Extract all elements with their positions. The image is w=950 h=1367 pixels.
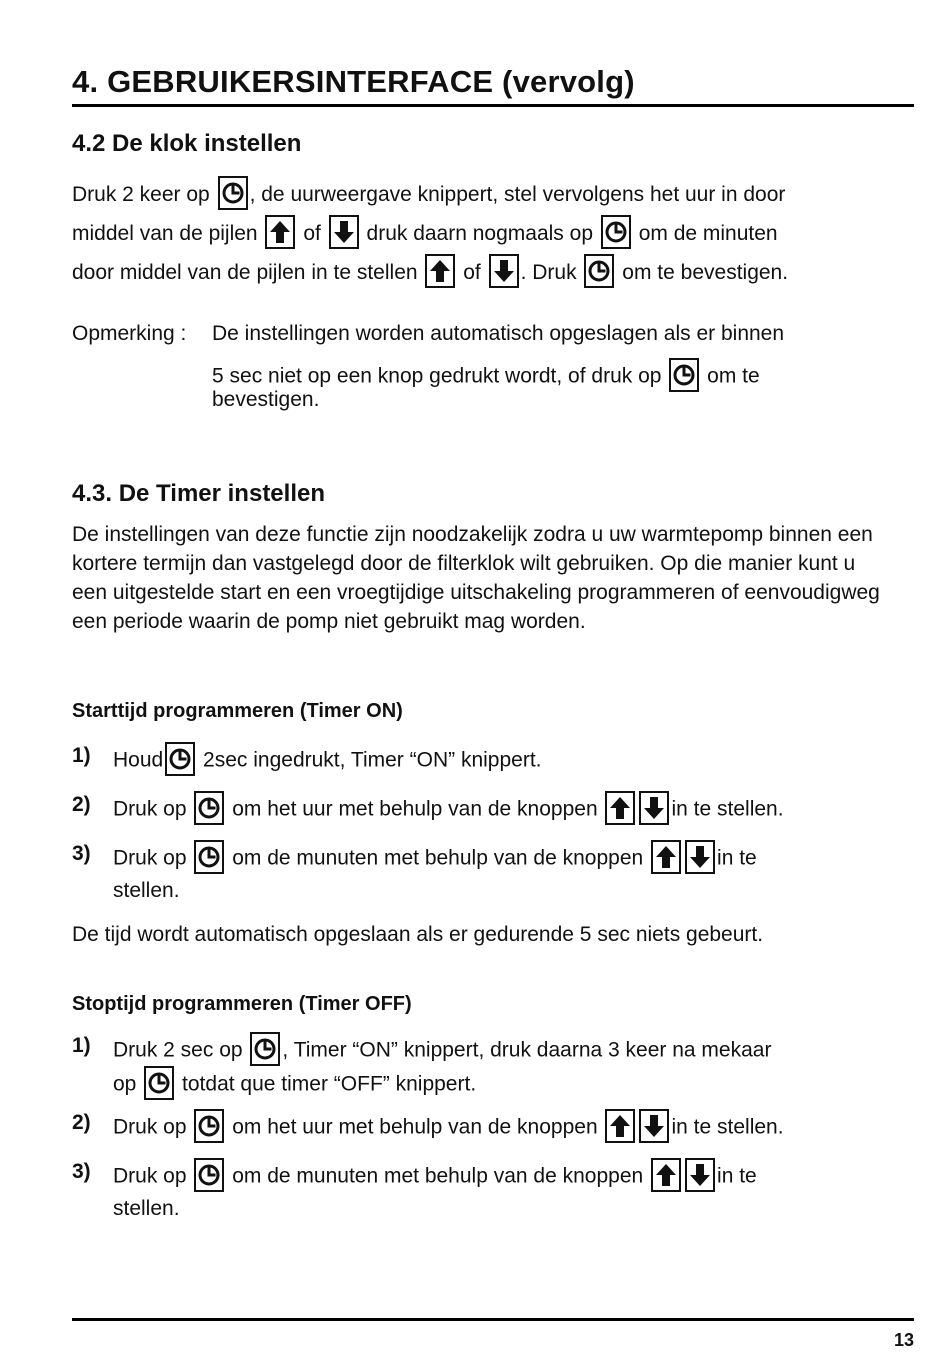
clock-icon bbox=[250, 1032, 280, 1066]
text: Houd bbox=[113, 748, 164, 772]
arrow-up-icon bbox=[425, 254, 455, 288]
clock-icon bbox=[194, 840, 224, 874]
timer-intro: De instellingen van deze functie zijn noodzakelijk zodra u uw warmtepomp binnen een kortere termijn dan vastgelegd door de filterklok wilt gebruiken. Op die manier kunt u een uitgestelde start en een vroegtijdige uitschakeling programmeren of eenvoudigweg een periode waarin de pomp niet gebruikt mag worden. bbox=[72, 523, 880, 633]
text: stellen. bbox=[113, 1197, 180, 1220]
text: stellen. bbox=[113, 879, 180, 902]
text: 5 sec niet op een knop gedrukt wordt, of druk op bbox=[212, 364, 662, 388]
timer-on-note: De tijd wordt automatisch opgeslaan als er gedurende 5 sec niets gebeurt. bbox=[72, 923, 764, 946]
text: , de uurweergave knippert, stel vervolgens het uur in door bbox=[249, 183, 786, 206]
clock-icon bbox=[194, 791, 224, 825]
text: door middel van de pijlen in te stellen bbox=[72, 261, 418, 284]
arrow-down-icon bbox=[685, 1158, 715, 1192]
title-rule bbox=[72, 104, 914, 107]
list-number: 3) bbox=[72, 1160, 91, 1183]
subheading-timer-on: Starttijd programmeren (Timer ON) bbox=[72, 700, 403, 722]
text: totdat que timer “OFF” knippert. bbox=[182, 1072, 477, 1096]
arrow-up-icon bbox=[651, 840, 681, 874]
text: Druk op bbox=[113, 846, 187, 870]
list-number: 2) bbox=[72, 793, 91, 816]
text: of bbox=[303, 222, 321, 245]
page-number: 13 bbox=[893, 1330, 914, 1350]
section-heading-timer: 4.3. De Timer instellen bbox=[72, 480, 325, 507]
text: 2sec ingedrukt, Timer “ON” knippert. bbox=[203, 748, 542, 772]
text: in te bbox=[717, 846, 757, 870]
arrow-down-icon bbox=[685, 840, 715, 874]
clock-icon bbox=[218, 176, 248, 210]
text: op bbox=[113, 1072, 137, 1096]
text: in te bbox=[717, 1164, 757, 1188]
text: middel van de pijlen bbox=[72, 222, 258, 245]
list-number: 1) bbox=[72, 1034, 91, 1057]
clock-icon bbox=[194, 1158, 224, 1192]
clock-icon bbox=[194, 1109, 224, 1143]
arrow-up-icon bbox=[605, 791, 635, 825]
text: om te bevestigen. bbox=[622, 261, 789, 284]
arrow-up-icon bbox=[265, 215, 295, 249]
text: Druk op bbox=[113, 797, 187, 821]
note-line-3: bevestigen. bbox=[212, 388, 320, 411]
list-number: 1) bbox=[72, 744, 91, 767]
clock-icon bbox=[584, 254, 614, 288]
clock-line-3 bbox=[72, 253, 914, 292]
arrow-up-icon bbox=[605, 1109, 635, 1143]
text: om de minuten bbox=[638, 222, 778, 245]
text: druk daarn nogmaals op bbox=[366, 222, 593, 245]
clock-icon bbox=[165, 742, 195, 776]
clock-icon bbox=[601, 215, 631, 249]
text: , Timer “ON” knippert, druk daarna 3 keer na mekaar bbox=[282, 1038, 772, 1062]
text: om het uur met behulp van de knoppen bbox=[232, 1115, 598, 1139]
list-number: 2) bbox=[72, 1111, 91, 1134]
text: in te stellen. bbox=[671, 797, 784, 821]
list-number: 3) bbox=[72, 842, 91, 865]
text: Druk op bbox=[113, 1115, 187, 1139]
arrow-down-icon bbox=[329, 215, 359, 249]
note-line-1: De instellingen worden automatisch opgeslagen als er binnen bbox=[212, 322, 785, 345]
text: in te stellen. bbox=[671, 1115, 784, 1139]
text: Druk 2 keer op bbox=[72, 183, 210, 206]
subheading-timer-off: Stoptijd programmeren (Timer OFF) bbox=[72, 993, 412, 1015]
note-label: Opmerking : bbox=[72, 322, 187, 345]
text: Druk op bbox=[113, 1164, 187, 1188]
clock-line-1 bbox=[72, 175, 914, 214]
text: om te bbox=[707, 364, 760, 388]
text: Druk 2 sec op bbox=[113, 1038, 243, 1062]
clock-icon bbox=[144, 1066, 174, 1100]
text: om het uur met behulp van de knoppen bbox=[232, 797, 598, 821]
arrow-up-icon bbox=[651, 1158, 681, 1192]
text: . Druk bbox=[520, 261, 577, 284]
text: om de munuten met behulp van de knoppen bbox=[232, 1164, 644, 1188]
text: of bbox=[463, 261, 481, 284]
arrow-down-icon bbox=[639, 791, 669, 825]
arrow-down-icon bbox=[489, 254, 519, 288]
text: om de munuten met behulp van de knoppen bbox=[232, 846, 644, 870]
section-heading-clock: 4.2 De klok instellen bbox=[72, 130, 302, 157]
page-title: 4. GEBRUIKERSINTERFACE (vervolg) bbox=[72, 64, 635, 99]
clock-icon bbox=[669, 358, 699, 392]
arrow-down-icon bbox=[639, 1109, 669, 1143]
clock-line-2 bbox=[72, 214, 914, 253]
footer-rule bbox=[72, 1318, 914, 1321]
